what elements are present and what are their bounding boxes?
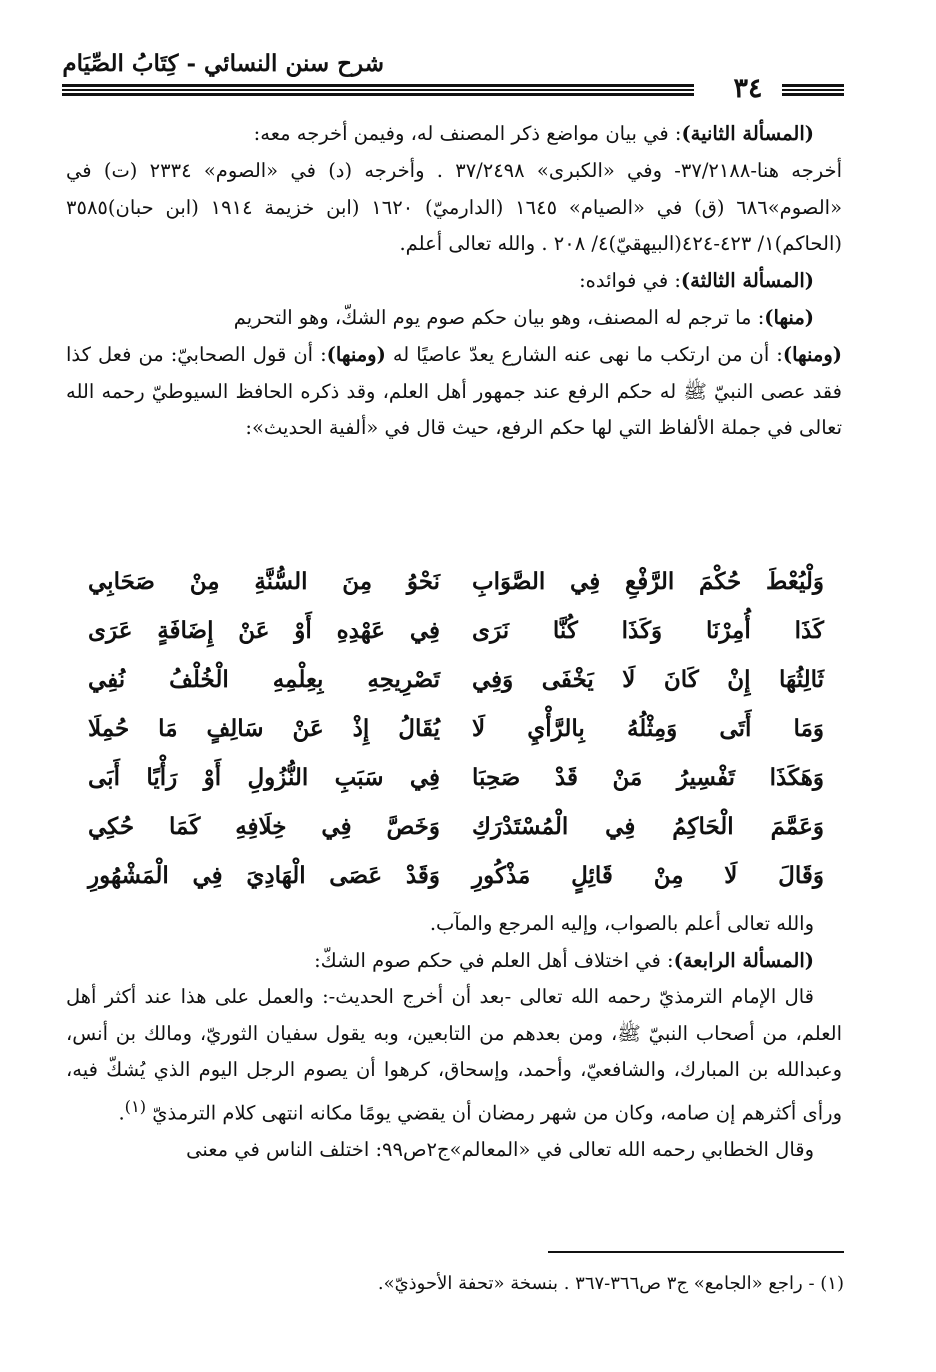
verse-first-hemistich: وَقَالَ لَا مِنْ قَائِلٍ مَذْكُورِ (472, 862, 824, 889)
section2-heading-line (66, 116, 842, 153)
section4-heading-line (66, 943, 842, 980)
verse-first-hemistich: وَمَا أَتَى وَمِثْلُهُ بِالرَّأْيِ لَا (472, 715, 824, 742)
verse-first-hemistich: وَلْيُعْطَ حُكْمَ الرَّفْعِ فِي الصَّوَابِ (472, 568, 824, 595)
khattabi-paragraph: وقال الخطابي رحمه الله تعالى في «المعالم»ج٢ص٩٩: اختلف الناس في معنى (186, 1138, 814, 1162)
main-text-bottom (66, 906, 842, 1169)
poem-verse (88, 658, 824, 707)
benefit-2-text: : أن من ارتكب ما نهى عنه الشارع يعدّ عاصيًا له (392, 342, 783, 366)
section2-heading-text: : في بيان مواضع ذكر المصنف له، وفيمن أخرجه معه: (253, 122, 682, 145)
header-rule-short (782, 84, 844, 87)
header-rule (62, 89, 694, 91)
verse-first-hemistich: وَعَمَّمَ الْحَاكِمُ فِي الْمُسْتَدْرَكِ (472, 813, 824, 840)
poem-verse (88, 805, 824, 854)
poem-verse (88, 707, 824, 756)
running-header-title: شرح سنن النسائي - كِتَابُ الصِّيَام (62, 50, 384, 77)
poem-verse (88, 756, 824, 805)
after-poem-line: والله تعالى أعلم بالصواب، وإليه المرجع والمآب. (429, 912, 814, 935)
section3-heading-line (66, 263, 842, 300)
footnote-ref: (١) (124, 1096, 147, 1116)
section4-heading: (المسألة الرابعة) (673, 948, 814, 972)
main-text-top (66, 116, 842, 447)
poem-verse (88, 854, 824, 903)
poem-verse (88, 560, 824, 609)
verse-second-hemistich: وَخَصَّ فِي خِلَافِهِ كَمَا حُكِي (88, 813, 440, 840)
verse-second-hemistich: فِي سَبَبِ النُّزُولِ أَوْ رَأْيًا أَبَى (88, 764, 440, 791)
benefit-2-label: (ومنها) (782, 342, 842, 366)
benefit-1 (66, 300, 842, 337)
verse-second-hemistich: وَقَدْ عَصَى الْهَادِيَ فِي الْمَشْهُورِ (88, 862, 440, 889)
verse-first-hemistich: وَهَكَذَا تَفْسِيرُ مَنْ قَدْ صَحِبَا (472, 764, 824, 791)
section3-heading-text: : في فوائده: (579, 269, 681, 293)
tirmidhi-text: قال الإمام الترمذيّ رحمه الله تعالى -بعد أن أخرج الحديث-: والعمل على هذا عند أكثر أهل العلم، من أصحاب النبيّ ﷺ، ومن بعدهم من التابعين، وبه يقول سفيان الثوريّ، ومالك بن أنس، وعبدالله بن المبارك، والشافعيّ، وأحمد، وإسحاق، كرهوا أن يصوم الرجل اليوم الذي يُشكّ فيه، ورأى أكثرهم إن صامه، وكان من شهر رمضان أن يقضي يومًا مكانه انتهى كلام الترمذيّ (66, 985, 842, 1125)
header-rule-short (782, 93, 844, 96)
benefit-1-label: (منها) (764, 305, 814, 329)
header-rule (62, 84, 694, 87)
benefit-3-label: (ومنها) (326, 342, 386, 366)
footnote: (١) - راجع «الجامع» ج٣ ص٣٦٦-٣٦٧ . بنسخة «تحفة الأحوذيّ». (377, 1273, 844, 1294)
benefit-1-text: : ما ترجم له المصنف، وهو بيان حكم صوم يوم الشكّ، وهو التحريم (233, 305, 765, 329)
verse-second-hemistich: تَصْرِيحِهِ بِعِلْمِهِ الْخُلْفُ نُفِي (88, 666, 440, 693)
section2-heading: (المسألة الثانية) (681, 122, 814, 145)
verse-second-hemistich: نَحْوُ مِنَ السُّنَّةِ مِنْ صَحَابِي (88, 568, 440, 595)
verse-second-hemistich: يُقَالُ إِذْ عَنْ سَالِفٍ مَا حُمِلَا (88, 715, 440, 742)
benefit-2-3 (66, 337, 842, 447)
poem-verses (88, 560, 824, 903)
tirmidhi-paragraph: قال الإمام الترمذيّ رحمه الله تعالى -بعد أن أخرج الحديث-: والعمل على هذا عند أكثر أهل العلم، من أصحاب النبيّ ﷺ، ومن بعدهم من التابعين، وبه يقول سفيان الثوريّ، ومالك بن أنس، وعبدالله بن المبارك، والشافعيّ، وأحمد، وإسحاق، كرهوا أن يصوم الرجل اليوم الذي يُشكّ فيه، ورأى أكثرهم إن صامه، وكان من شهر رمضان أن يقضي يومًا مكانه انتهى كلام الترمذيّ $^{(١)}$. (66, 985, 842, 1125)
verse-second-hemistich: فِي عَهْدِهِ أَوْ عَنْ إِضَافَةٍ عَرَى (88, 617, 440, 644)
poem-verse (88, 609, 824, 658)
section2-paragraph: أخرجه هنا-٣٧/٢١٨٨- وفي «الكبرى» ٣٧/٢٤٩٨ . وأخرجه (د) في «الصوم» ٢٣٣٤ (ت) في «الصوم»٦٨٦ (ق) في «الصيام» ١٦٤٥ (الدارميّ) ١٦٢٠ (ابن خزيمة ١٩١٤ (ابن حبان)٣٥٨٥ (الحاكم)١/ ٤٢٣-٤٢٤(البيهقيّ)٤/ ٢٠٨ . والله تعالى أعلم. (66, 158, 843, 256)
benefit-3-text: : أن قول الصحابيّ: من فعل كذا فقد عصى النبيّ ﷺ له حكم الرفع عند جمهور أهل العلم، وقد ذكره الحافظ السيوطيّ رحمه الله تعالى في جملة الألفاظ التي لها حكم الرفع، حيث قال في «ألفية الحديث»: (66, 342, 842, 440)
page-number: ٣٤ (733, 73, 763, 104)
verse-first-hemistich: كَذَا أُمِرْنَا وَكَذَا كُنَّا نَرَى (472, 617, 824, 644)
section4-heading-text: : في اختلاف أهل العلم في حكم صوم الشكّ: (314, 948, 674, 972)
verse-first-hemistich: ثَالِثُهَا إِنْ كَانَ لَا يَخْفَى وَفِي (472, 666, 824, 693)
header-rule-short (782, 89, 844, 91)
header-rule (62, 93, 694, 96)
footnote-rule (548, 1251, 844, 1253)
section3-heading: (المسألة الثالثة) (680, 269, 814, 293)
